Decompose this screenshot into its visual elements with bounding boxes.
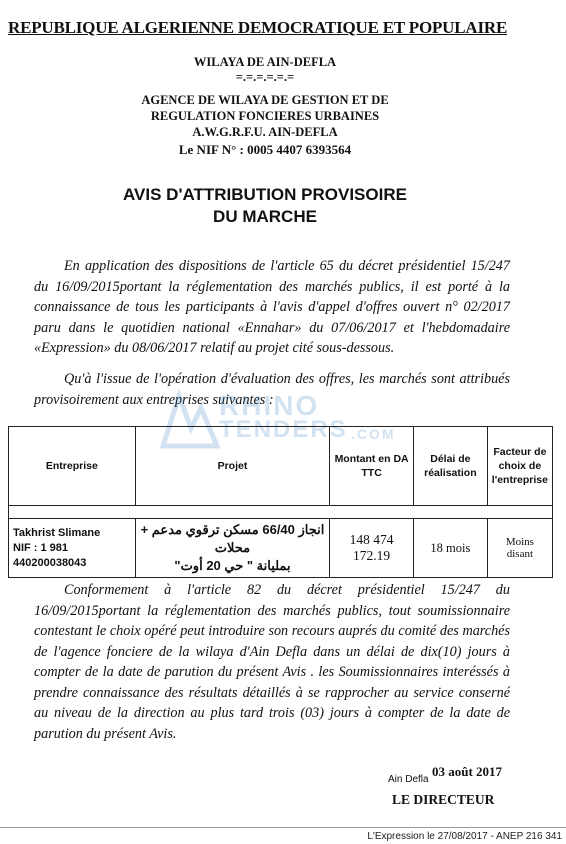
watermark-word2: TENDERS: [219, 416, 348, 443]
cell-projet: [135, 519, 330, 578]
agency-name-line1: AGENCE DE WILAYA DE GESTION ET DE: [141, 93, 389, 107]
paragraph-application: En application des dispositions de l'article 65 du décret présidentiel 15/247 du 16/09/2015portant la réglementation des marchés publics, il est porté à la connaissance de tous les participants à l'avis d'appel d'offres ouvert n° 02/2017 paru dans le quotidien national «Ennahar» du 07/06/2017 et l'hebdomadaire «Expression» du 08/06/2017 relatif au projet cité sous-dessous.: [34, 258, 510, 356]
cell-montant: 148 474 172.19: [330, 519, 414, 578]
paragraph-recourse: Conformement à l'article 82 du décret présidentiel 15/247 du 16/09/2015portant la réglementation des marchés publics, tout soumissionnaire contestant le choix opéré peut introduire son recours auprés du comité des marchés de l'agence fonciere de la wilaya d'Ain Defla dans un délai de dix(10) jours à compter de la date de parution du présent Avis . les Soumissionnaires interéssés à prendre connaissance des résultats détaillés à se rapprocher au service conserné au niveau de la direction au plus tard trois (03) jours à compter de la date de parution du présent Avis.: [34, 582, 510, 742]
projet-line1: انجاز 66/40 مسكن ترقوي مدعم + محلات: [140, 522, 325, 555]
notice-title: [80, 184, 450, 228]
header-delai: Délai de réalisation: [413, 427, 487, 506]
signature-place: Ain Defla: [388, 774, 429, 785]
table-header-row: [9, 427, 553, 506]
cell-entreprise: [9, 519, 136, 578]
header-projet: Projet: [135, 427, 330, 506]
header-montant: Montant en DA TTC: [330, 427, 414, 506]
wilaya-name: WILAYA DE AIN-DEFLA: [193, 55, 337, 69]
header-facteur: Facteur de choix de l'entreprise: [487, 427, 552, 506]
projet-line2: بمليانة " حي 20 أوت": [174, 558, 291, 573]
title-line1: AVIS D'ATTRIBUTION PROVISOIRE: [123, 185, 407, 204]
header-separator: =.=.=.=.=.=: [235, 70, 295, 84]
watermark-suffix: .COM: [351, 426, 396, 442]
award-table: [8, 426, 553, 578]
header-entreprise: Entreprise: [9, 427, 136, 506]
agency-name-line2: REGULATION FONCIERES URBAINES: [150, 109, 380, 123]
cell-facteur: Moins disant: [487, 519, 552, 578]
publication-footer: L'Expression le 27/08/2017 - ANEP 216 341: [367, 831, 562, 842]
place-date: [380, 764, 520, 784]
cell-delai: 18 mois: [413, 519, 487, 578]
signer-title: LE DIRECTEUR: [392, 792, 495, 807]
table-row: [9, 519, 553, 578]
watermark-word1: RHINO: [219, 390, 320, 421]
issuer-header: [130, 54, 400, 158]
agency-acronym: A.W.G.R.F.U. AIN-DEFLA: [192, 125, 338, 139]
agency-nif: Le NIF N° : 0005 4407 6393564: [178, 142, 352, 157]
table-gap-row: [9, 506, 553, 519]
title-line2: DU MARCHE: [213, 207, 317, 226]
country-name: REPUBLIQUE ALGERIENNE DEMOCRATIQUE ET POPULAIRE: [8, 18, 508, 37]
entreprise-nif: NIF : 1 981 440200038043: [13, 541, 87, 569]
entreprise-name: Takhrist Slimane: [13, 526, 101, 539]
signature-date: 03 août 2017: [432, 764, 503, 779]
paragraph-award: Qu'à l'issue de l'opération d'évaluation des offres, les marchés sont attribués provisoirement aux entreprises suivantes :: [34, 371, 510, 408]
footer-divider: [0, 827, 566, 828]
